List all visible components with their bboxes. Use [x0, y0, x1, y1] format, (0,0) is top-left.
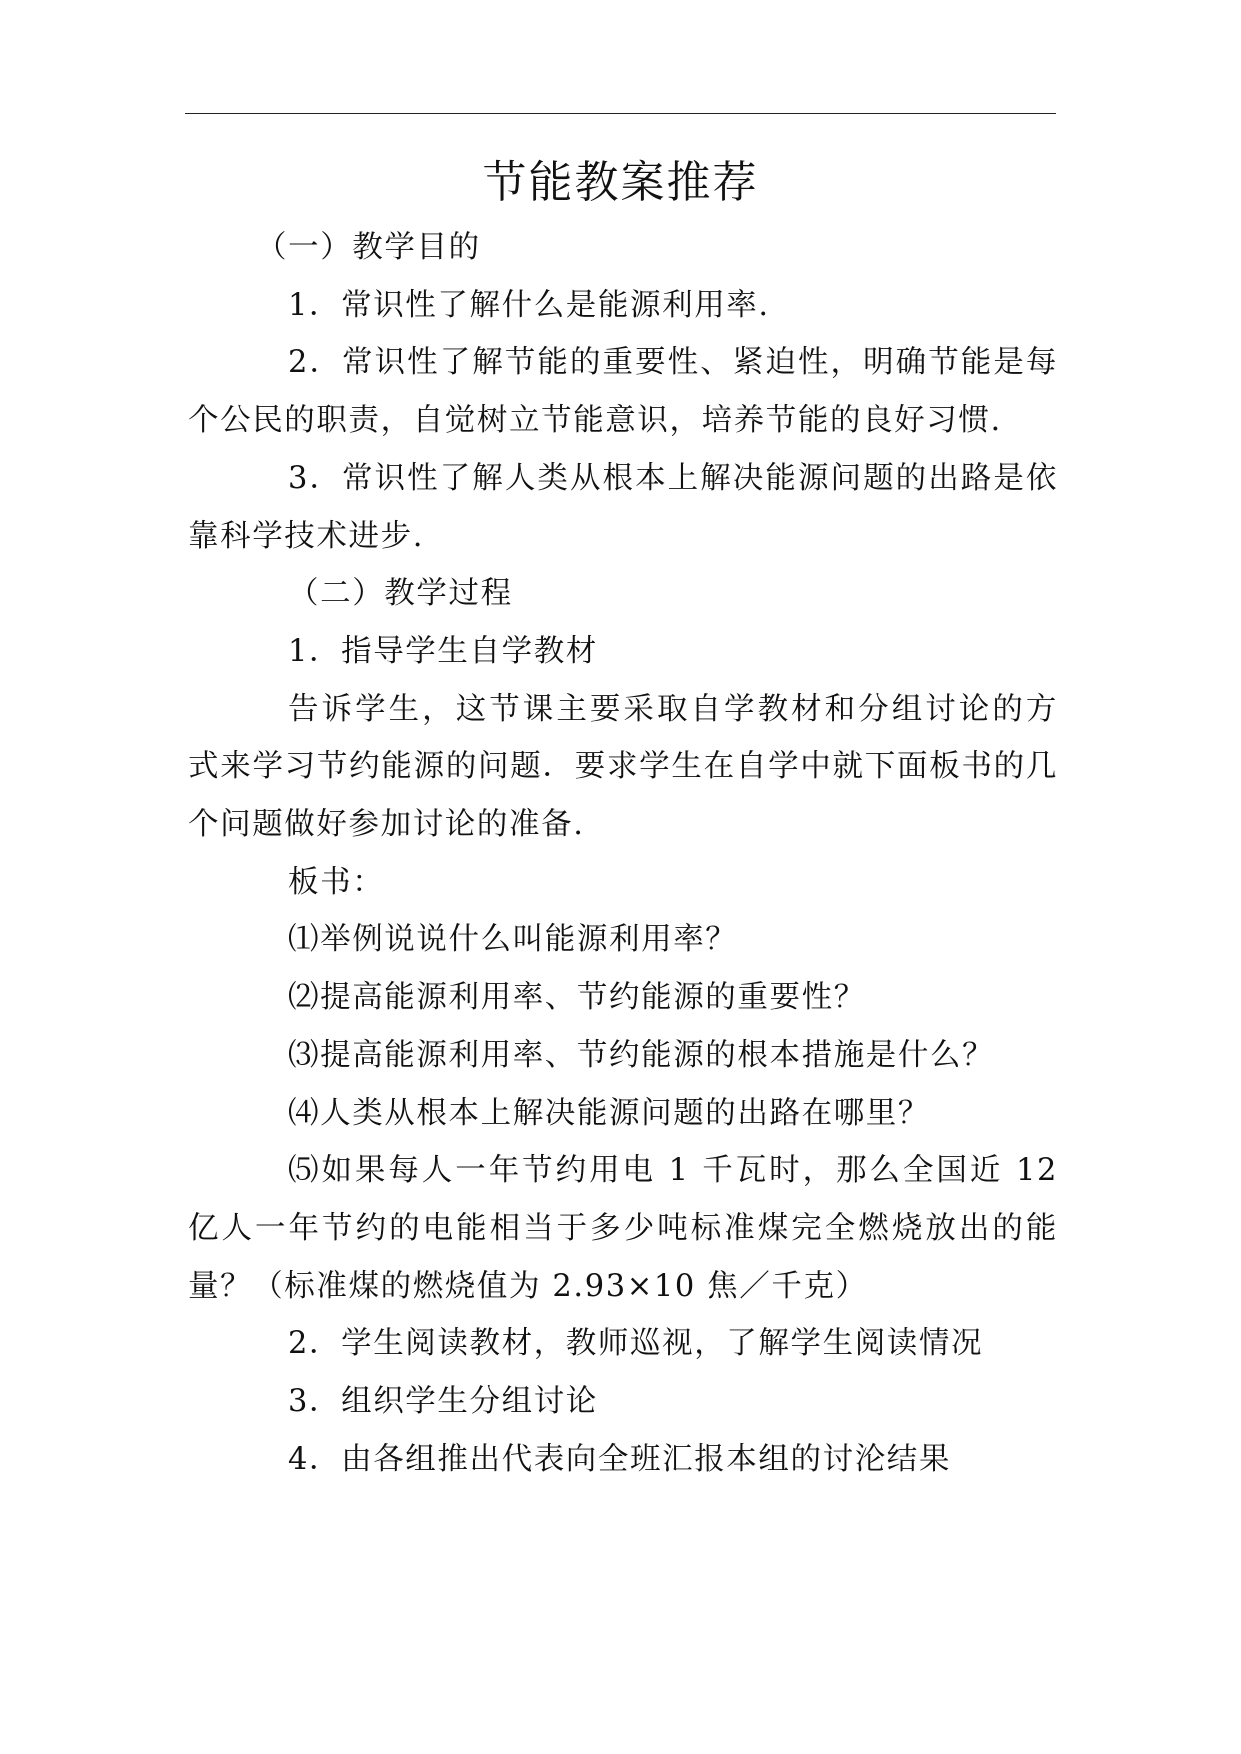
- objective-item: 2．常识性了解节能的重要性、紧迫性，明确节能是每个公民的职责，自觉树立节能意识，培养节能的良好习惯.: [188, 345, 1058, 439]
- process-step: 4．由各组推出代表向全班汇报本组的讨沦结果: [288, 1441, 952, 1477]
- header-rule: [185, 113, 1056, 114]
- document-body: [188, 219, 1058, 1488]
- document-title: 节能教案推荐: [482, 157, 759, 208]
- section-heading-objectives: （一）教学目的: [256, 230, 481, 265]
- section-heading-process: （二）教学过程: [288, 576, 513, 612]
- board-question: ⑵提高能源利用率、节约能源的重要性？: [288, 980, 866, 1016]
- body-paragraph: 告诉学生，这节课主要采取自学教材和分组讨论的方式来学习节约能源的问题．要求学生在自学中就下面板书的几个问题做好参加讨论的准备.: [188, 691, 1058, 843]
- board-question: ⑷人类从根本上解决能源问题的出路在哪里？: [288, 1095, 930, 1131]
- objective-item: 1．常识性了解什么是能源利用率.: [288, 287, 770, 323]
- process-step: 1．指导学生自学教材: [288, 633, 598, 669]
- board-label: 板书：: [288, 864, 385, 900]
- board-question: ⑸如果每人一年节约用电 1 千瓦时，那么全国近 12 亿人一年节约的电能相当于多少吨标准煤完全燃烧放出的能量？（标准煤的燃烧值为 2.93×10 焦／千克）: [188, 1153, 1058, 1304]
- objective-item: 3．常识性了解人类从根本上解决能源问题的出路是依靠科学技术进步.: [188, 460, 1058, 554]
- board-question: ⑶提高能源利用率、节约能源的根本措施是什么？: [288, 1037, 995, 1073]
- process-step: 3．组织学生分组讨论: [288, 1384, 598, 1420]
- board-question: ⑴举例说说什么叫能源利用率？: [288, 922, 738, 958]
- process-step: 2．学生阅读教材，教师巡视，了解学生阅读情况: [288, 1326, 984, 1362]
